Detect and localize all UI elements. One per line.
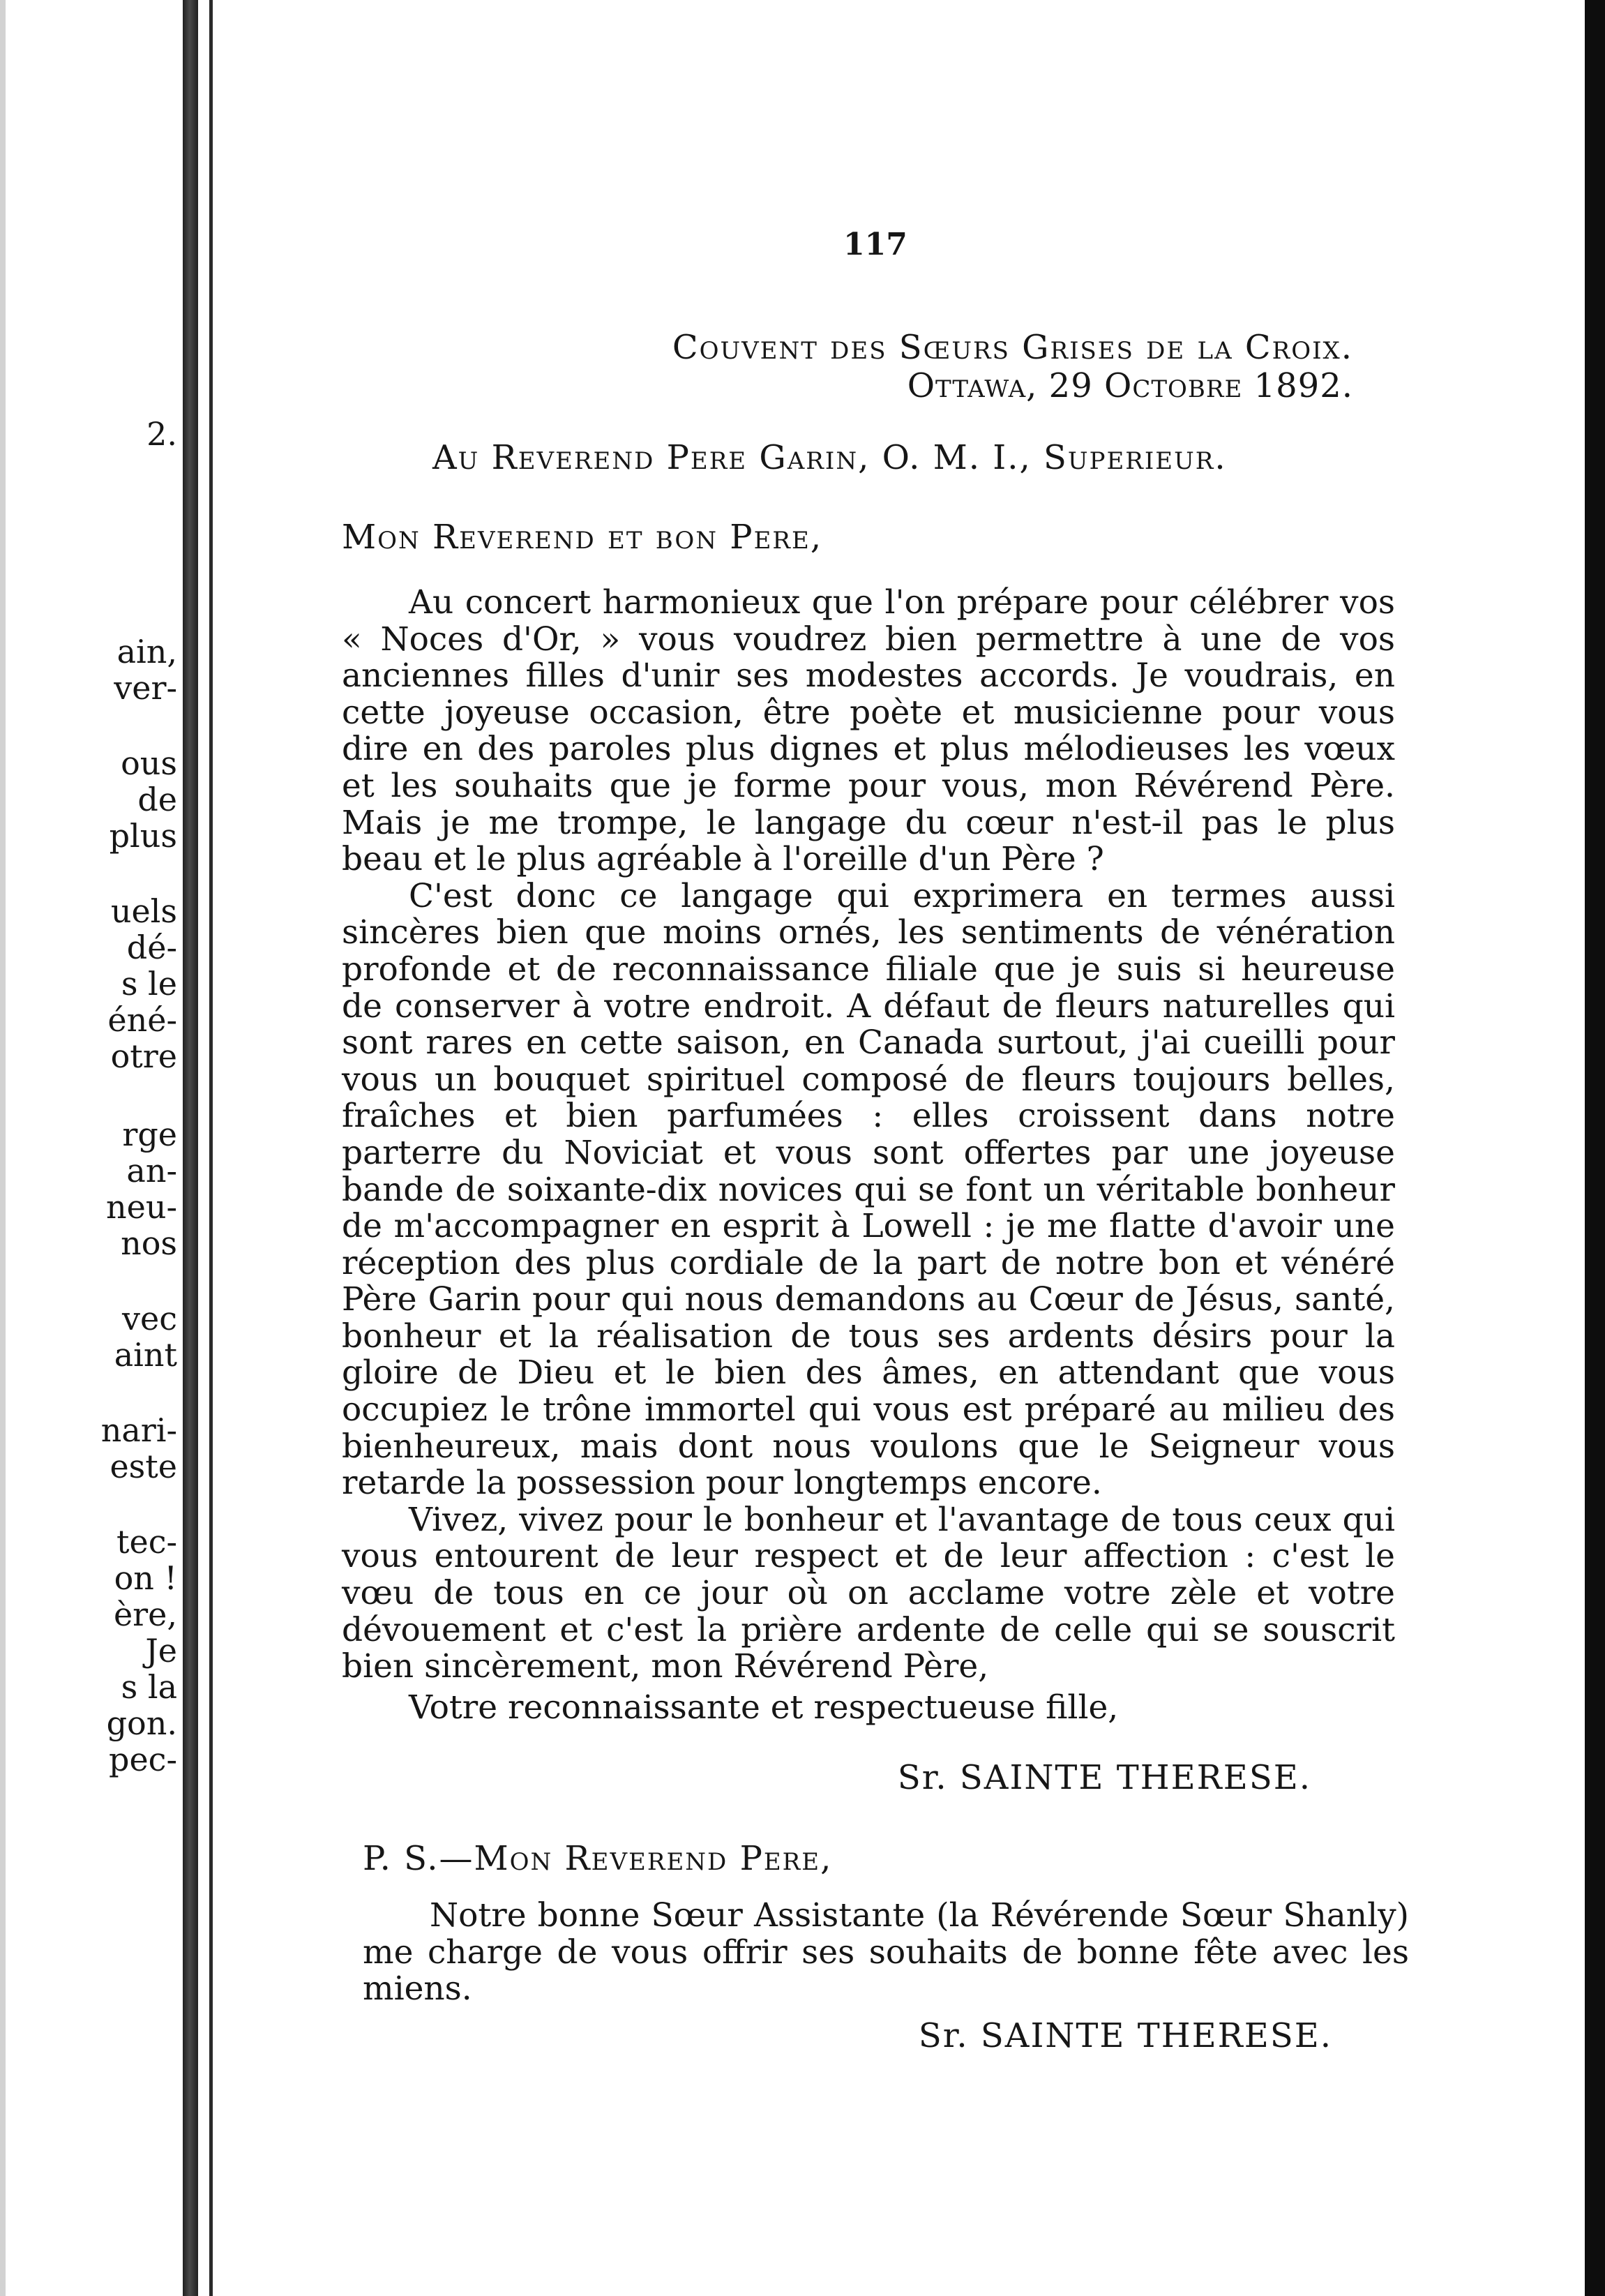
previous-page-fragment: dé- (126, 929, 177, 966)
closing: Votre reconnaissante et respectueuse fille, (409, 1688, 1119, 1727)
scan-right-edge (1585, 0, 1605, 2296)
previous-page-fragment: s le (121, 965, 177, 1003)
previous-page-fragment: éné- (107, 1001, 177, 1039)
addressee: Au Reverend Pere Garin, O. M. I., Superieur. (432, 438, 1227, 477)
page-number: 117 (843, 227, 907, 262)
previous-page-fragment: an- (126, 1152, 177, 1190)
previous-page-fragment: Je (145, 1632, 177, 1670)
book-gutter (183, 0, 198, 2296)
page-edge-line (209, 0, 213, 2296)
previous-page-fragment: s la (121, 1668, 177, 1706)
previous-page-fragment: pec- (109, 1741, 177, 1778)
previous-page-fragment: tec- (116, 1523, 177, 1561)
letter-page (342, 0, 1409, 2296)
previous-page-fragment: aint (114, 1336, 177, 1374)
previous-page-fragment: de (137, 781, 177, 818)
paragraph: C'est donc ce langage qui exprimera en termes aussi sincères bien que moins ornés, les sentiments de vénération profonde et de reconnaissance filiale que je suis si heureuse de conserver à votre endroit. A défaut de fleurs naturelles qui sont rares en cette saison, en Canada surtout, j'ai cueilli pour vous un bouquet spirituel composé de fleurs toujours belles, fraîches et bien parfumées : elles croissent dans notre parterre du Noviciat et vous sont offertes par une joyeuse bande de soixante-dix novices qui se font un véritable bonheur de m'accompagner en esprit à Lowell : je me flatte d'avoir une réception des plus cordiale de la part de notre bon et vénéré Père Garin pour qui nous demandons au Cœur de Jésus, santé, bonheur et la réalisation de tous ses ardents désirs pour la gloire de Dieu et le bien des âmes, en attendant que vous occupiez le trône immortel qui vous est préparé au milieu des bienheureux, mais dont nous voulons que le Seigneur vous retarde la possession pour longtemps encore. (342, 876, 1395, 1503)
previous-page-fragment: plus (109, 817, 177, 855)
previous-page-fragment: on ! (114, 1559, 177, 1597)
letterhead-place-date: Ottawa, 29 Octobre 1892. (907, 366, 1353, 405)
previous-page-fragment: ver- (114, 669, 177, 707)
salutation: Mon Reverend et bon Pere, (342, 518, 823, 557)
previous-page-margin (0, 0, 183, 2296)
letter-body (342, 585, 1395, 1686)
previous-page-fragment: nos (121, 1224, 177, 1262)
previous-page-fragment: nari- (100, 1411, 177, 1449)
paragraph: Vivez, vivez pour le bonheur et l'avantage de tous ceux qui vous entourent de leur respect et de leur affection : c'est le vœu de tous en ce jour où on acclame votre zèle et votre dévouement et c'est la prière ardente de celle qui se souscrit bien sincèrement, mon Révérend Père, (342, 1500, 1395, 1686)
postscript-paragraph: Notre bonne Sœur Assistante (la Révérende Sœur Shanly) me charge de vous offrir ses souhaits de bonne fête avec les miens. (363, 1896, 1409, 2009)
previous-page-fragment: otre (110, 1037, 177, 1075)
previous-page-fragment: vec (122, 1300, 177, 1337)
paragraph: Au concert harmonieux que l'on prépare pour célébrer vos « Noces d'Or, » vous voudrez bien permettre à une de vos anciennes filles d'unir ses modestes accords. Je voudrais, en cette joyeuse occasion, être poète et musicienne pour vous dire en des paroles plus dignes et plus mélodieuses les vœux et les souhaits que je forme pour vous, mon Révérend Père. Mais je me trompe, le langage du cœur n'est-il pas le plus beau et le plus agréable à l'oreille d'un Père ? (342, 583, 1395, 879)
previous-page-fragment: rge (122, 1116, 177, 1153)
letterhead-institution: Couvent des Sœurs Grises de la Croix. (672, 328, 1353, 367)
previous-page-fragment: 2. (146, 415, 177, 453)
signature: Sr. SAINTE THERESE. (897, 1758, 1311, 1797)
previous-page-fragment: uels (110, 892, 177, 930)
previous-page-fragment: este (110, 1448, 177, 1485)
previous-page-fragment: ère, (113, 1596, 177, 1633)
previous-page-fragment: ain, (116, 633, 177, 670)
previous-page-fragment: ous (121, 744, 177, 782)
previous-page-fragment: gon. (106, 1704, 177, 1742)
postscript-salutation: P. S.—Mon Reverend Pere, (363, 1839, 833, 1878)
previous-page-fragment: neu- (105, 1188, 177, 1226)
postscript-body (363, 1898, 1409, 2008)
postscript-signature: Sr. SAINTE THERESE. (918, 2016, 1332, 2055)
